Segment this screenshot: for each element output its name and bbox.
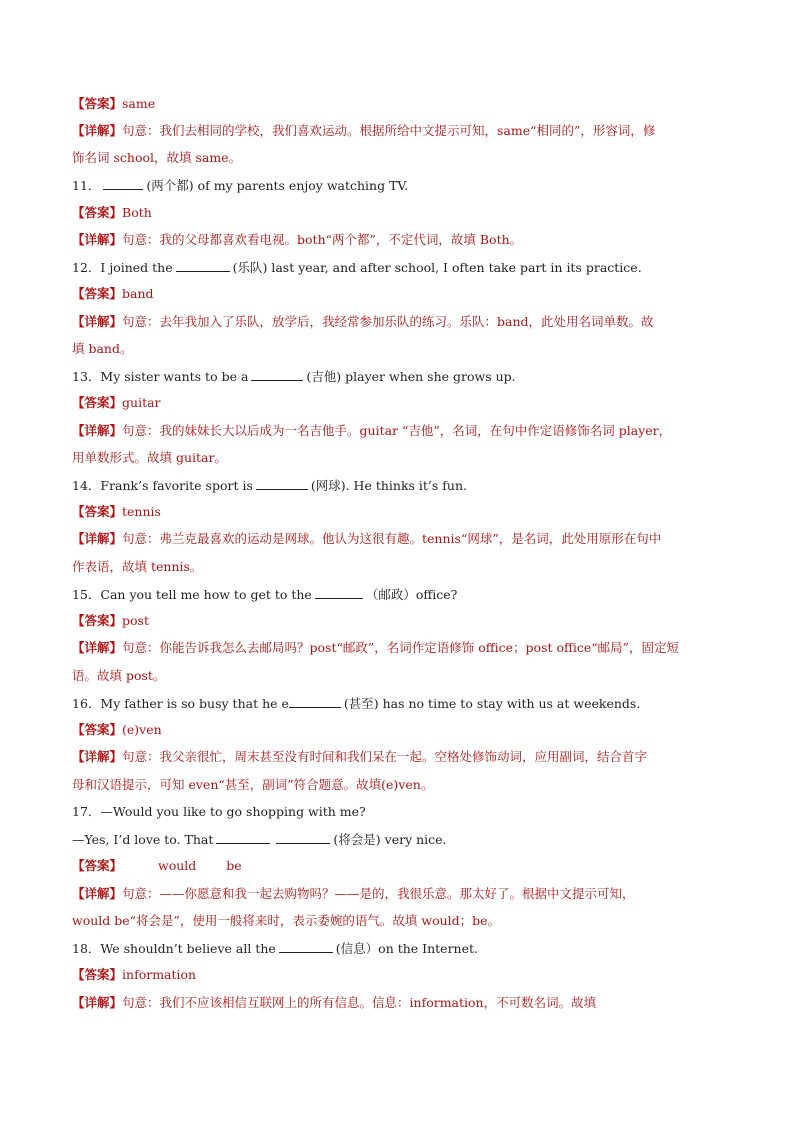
question-text: (信息）on the Internet.	[335, 941, 478, 956]
question-text: (网球). He thinks it’s fun.	[310, 478, 467, 493]
answer-label: 【答案】	[72, 967, 123, 982]
answer-value: would	[158, 858, 197, 873]
answer-value: same	[122, 96, 156, 111]
question-text: （邮政）office?	[365, 587, 458, 602]
detail-label: 【详解】	[72, 123, 123, 138]
detail-text: 句意：我们去相同的学校，我们喜欢运动。根据所给中文提示可知，same“相同的”，形容词，修	[122, 123, 656, 138]
detail-line-cont	[72, 668, 722, 684]
answer-line	[72, 205, 722, 221]
detail-label: 【详解】	[72, 232, 123, 247]
question-text: 13．My sister wants to be a	[72, 369, 249, 384]
detail-line-cont	[72, 913, 722, 929]
detail-text: 句意：——你愿意和我一起去购物吗？——是的，我很乐意。那太好了。根据中文提示可知，	[122, 886, 635, 901]
answer-blank	[256, 477, 308, 490]
answer-value: post	[122, 613, 149, 628]
question-line	[72, 368, 722, 385]
detail-label: 【详解】	[72, 995, 123, 1010]
detail-text: 母和汉语提示，可知 even“甚至，副词”符合题意。故填(e)ven。	[72, 777, 434, 792]
detail-line	[72, 423, 722, 439]
detail-text: 句意：我的父母都喜欢看电视。both“两个都”，不定代词，故填 Both。	[122, 232, 523, 247]
question-text: 14．Frank’s favorite sport is	[72, 478, 253, 493]
detail-text: 语。故填 post。	[72, 668, 166, 683]
detail-text: would be“将会是”，使用一般将来时，表示委婉的语气。故填 would；be。	[72, 913, 501, 928]
detail-line	[72, 123, 722, 139]
answer-value: tennis	[122, 504, 161, 519]
answer-label: 【答案】	[72, 395, 123, 410]
detail-text: 用单数形式。故填 guitar。	[72, 450, 227, 465]
answer-blank	[216, 831, 270, 844]
detail-line-cont	[72, 341, 722, 357]
detail-text: 句意：我的妹妹长大以后成为一名吉他手。guitar “吉他”，名词，在句中作定语修饰名词 player，	[122, 423, 672, 438]
answer-value: guitar	[122, 395, 161, 410]
answer-label: 【答案】	[72, 205, 123, 220]
question-line	[72, 586, 722, 603]
answer-blank	[289, 695, 341, 708]
answer-line	[72, 286, 722, 302]
answer-value: (e)ven	[122, 722, 162, 737]
detail-line	[72, 640, 722, 656]
detail-text: 句意：我们不应该相信互联网上的所有信息。信息：information，不可数名词。故填	[122, 995, 597, 1010]
answer-label: 【答案】	[72, 613, 123, 628]
detail-text: 句意：去年我加入了乐队，放学后，我经常参加乐队的练习。乐队：band，此处用名词单数。故	[122, 314, 654, 329]
answer-blank	[279, 940, 333, 953]
answer-label: 【答案】	[72, 504, 123, 519]
question-line	[72, 940, 722, 957]
detail-label: 【详解】	[72, 423, 123, 438]
question-text: 15．Can you tell me how to get to the	[72, 587, 312, 602]
answer-label: 【答案】	[72, 858, 123, 873]
question-text: 17．—Would you like to go shopping with me?	[72, 804, 366, 819]
question-number: 11．	[72, 178, 101, 193]
question-text: (两个都) of my parents enjoy watching TV.	[146, 178, 409, 193]
answer-label: 【答案】	[72, 722, 123, 737]
answer-line	[72, 504, 722, 520]
answer-line	[72, 967, 722, 983]
question-text: 16．My father is so busy that he e	[72, 696, 289, 711]
question-text: (将会是) very nice.	[333, 832, 447, 847]
detail-label: 【详解】	[72, 640, 123, 655]
question-line	[72, 177, 722, 194]
detail-label: 【详解】	[72, 314, 123, 329]
answer-line	[72, 395, 722, 411]
question-text: (吉他) player when she grows up.	[306, 369, 516, 384]
question-line	[72, 477, 722, 494]
answer-blank	[251, 368, 303, 381]
detail-text: 句意：你能告诉我怎么去邮局吗？post“邮政”，名词作定语修饰 office；post office“邮局”，固定短	[122, 640, 680, 655]
answer-line	[72, 722, 722, 738]
detail-text: 作表语，故填 tennis。	[72, 559, 203, 574]
detail-line-cont	[72, 777, 722, 793]
question-text: (乐队) last year, and after school, I often take part in its practice.	[232, 260, 642, 275]
detail-line	[72, 232, 722, 248]
detail-line	[72, 314, 722, 330]
question-line	[72, 804, 722, 820]
detail-line	[72, 995, 722, 1011]
question-line	[72, 695, 722, 712]
detail-line	[72, 531, 722, 547]
detail-label: 【详解】	[72, 749, 123, 764]
detail-text: 句意：我父亲很忙，周末甚至没有时间和我们呆在一起。空格处修饰动词，应用副词，结合首字	[122, 749, 648, 764]
answer-line	[72, 613, 722, 629]
question-line	[72, 259, 722, 276]
question-text: 18．We shouldn’t believe all the	[72, 941, 276, 956]
question-line	[72, 831, 722, 848]
answer-value: be	[226, 858, 242, 873]
detail-text: 填 band。	[72, 341, 133, 356]
detail-text: 饰名词 school，故填 same。	[72, 150, 242, 165]
answer-blank	[276, 831, 330, 844]
detail-line-cont	[72, 150, 722, 166]
question-text: 12．I joined the	[72, 260, 173, 275]
answer-value: information	[122, 967, 197, 982]
detail-line-cont	[72, 450, 722, 466]
answer-label: 【答案】	[72, 286, 123, 301]
answer-value: band	[122, 286, 154, 301]
answer-value: Both	[122, 205, 152, 220]
question-text: —Yes, I’d love to. That	[72, 832, 214, 847]
detail-line-cont	[72, 559, 722, 575]
detail-label: 【详解】	[72, 886, 123, 901]
answer-blank	[103, 177, 143, 190]
answer-blank	[176, 259, 230, 272]
answer-blank	[315, 586, 363, 599]
detail-line	[72, 886, 722, 902]
question-text: (甚至) has no time to stay with us at weekends.	[343, 696, 641, 711]
detail-label: 【详解】	[72, 531, 123, 546]
detail-text: 句意：弗兰克最喜欢的运动是网球。他认为这很有趣。tennis“网球”，是名词，此处用原形在句中	[122, 531, 662, 546]
answer-label: 【答案】	[72, 96, 123, 111]
detail-line	[72, 749, 722, 765]
answer-line	[72, 96, 722, 112]
answer-line	[72, 858, 722, 874]
